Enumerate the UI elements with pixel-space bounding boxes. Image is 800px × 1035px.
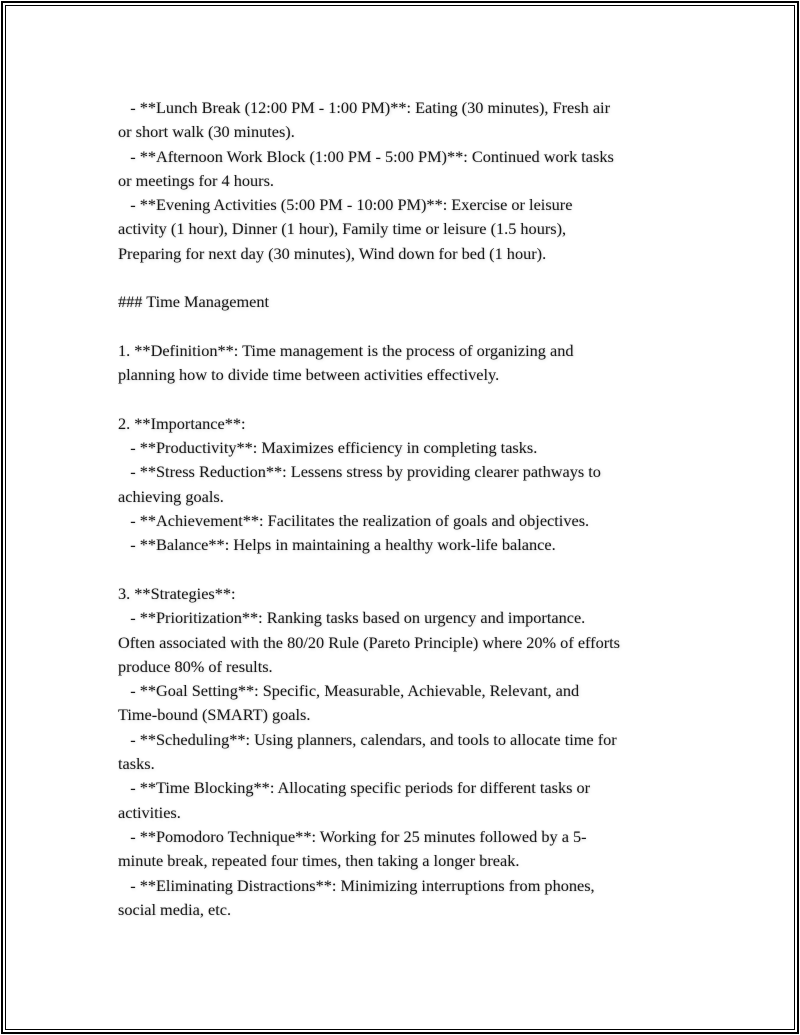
text-line: minute break, repeated four times, then taking a longer break.	[118, 851, 520, 871]
text-line: - **Balance**: Helps in maintaining a healthy work-life balance.	[118, 535, 556, 555]
text-line: produce 80% of results.	[118, 656, 273, 676]
text-line: - **Lunch Break (12:00 PM - 1:00 PM)**: Eating (30 minutes), Fresh air	[118, 98, 610, 117]
text-line: - **Eliminating Distractions**: Minimizing interruptions from phones,	[118, 875, 595, 895]
section-heading: ### Time Management	[118, 292, 270, 312]
text-line: - **Afternoon Work Block (1:00 PM - 5:00 PM)**: Continued work tasks	[118, 146, 614, 166]
text-line: tasks.	[118, 754, 155, 774]
blank-line	[118, 266, 693, 290]
text-line: 2. **Importance**:	[118, 413, 246, 433]
text-line: - **Time Blocking**: Allocating specific periods for different tasks or	[118, 778, 591, 798]
text-line: or meetings for 4 hours.	[118, 170, 274, 190]
text-line: - **Productivity**: Maximizes efficiency in completing tasks.	[118, 438, 538, 458]
text-line: social media, etc.	[118, 899, 232, 919]
text-line: - **Scheduling**: Using planners, calendars, and tools to allocate time for	[118, 729, 617, 749]
text-line: - **Goal Setting**: Specific, Measurable, Achievable, Relevant, and	[118, 681, 580, 701]
blank-line	[118, 558, 693, 582]
text-line: Time-bound (SMART) goals.	[118, 705, 311, 725]
text-line: - **Stress Reduction**: Lessens stress by providing clearer pathways to	[118, 462, 601, 482]
text-line: achieving goals.	[118, 486, 224, 506]
text-line: - **Achievement**: Facilitates the realization of goals and objectives.	[118, 511, 590, 531]
text-line: - **Prioritization**: Ranking tasks based on urgency and importance.	[118, 608, 586, 628]
text-line: 1. **Definition**: Time management is the process of organizing and	[118, 340, 574, 360]
text-line: or short walk (30 minutes).	[118, 122, 295, 142]
document-body	[118, 96, 693, 922]
text-line: activities.	[118, 802, 181, 822]
text-line: - **Pomodoro Technique**: Working for 25 minutes followed by a 5-	[118, 826, 587, 846]
text-line: Preparing for next day (30 minutes), Wind down for bed (1 hour).	[118, 243, 547, 263]
text-line: - **Evening Activities (5:00 PM - 10:00 PM)**: Exercise or leisure	[118, 195, 573, 215]
text-line: 3. **Strategies**:	[118, 583, 236, 603]
text-line: planning how to divide time between activities effectively.	[118, 365, 500, 385]
text-line: Often associated with the 80/20 Rule (Pareto Principle) where 20% of efforts	[118, 632, 621, 652]
text-line: activity (1 hour), Dinner (1 hour), Family time or leisure (1.5 hours),	[118, 219, 567, 239]
blank-line	[118, 388, 693, 412]
blank-line	[118, 315, 693, 339]
